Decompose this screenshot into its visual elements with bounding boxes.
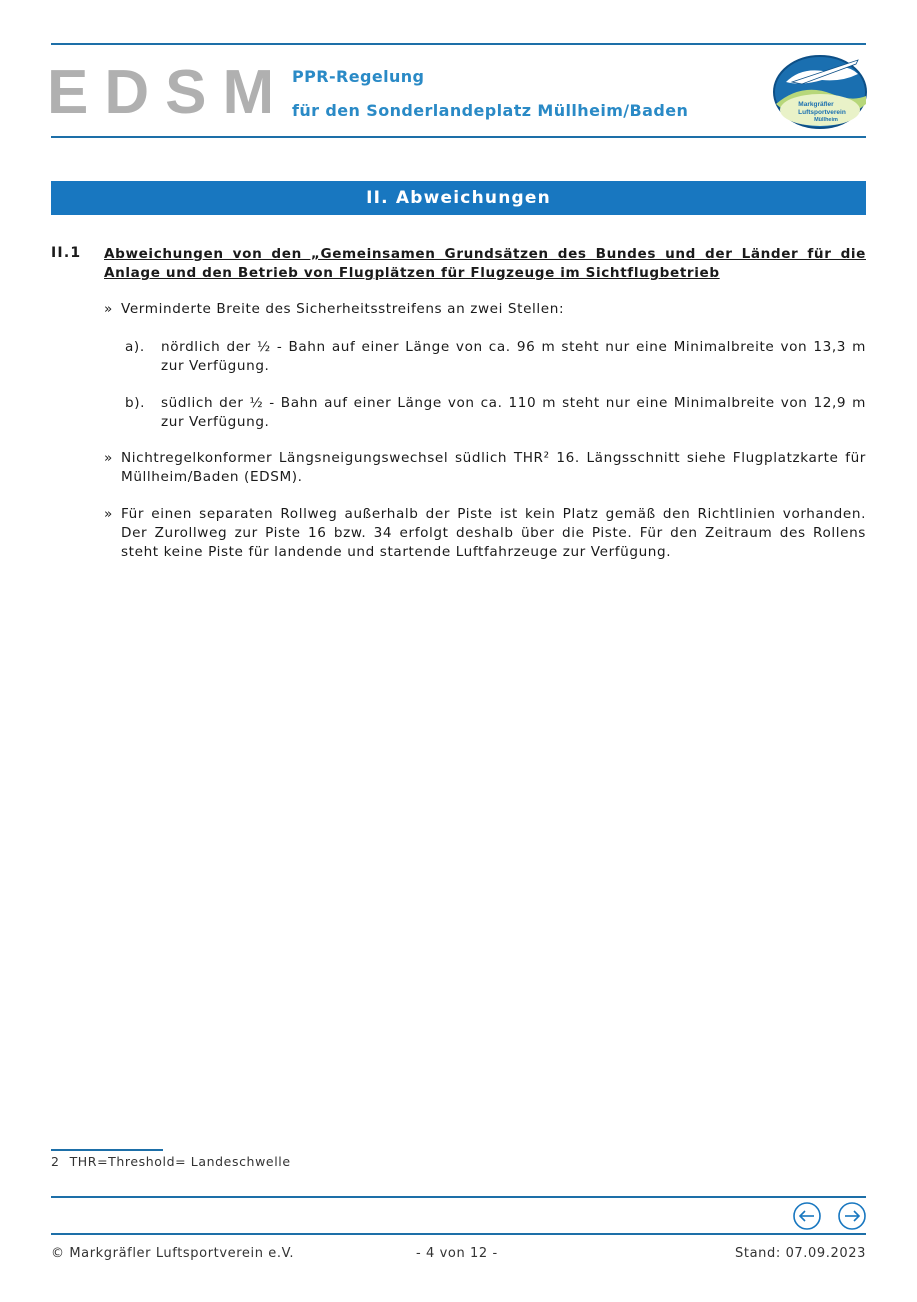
header-top-rule: [51, 43, 866, 45]
logo-text-line3: Müllheim: [814, 117, 838, 123]
footnote-text: THR=Threshold= Landeschwelle: [69, 1154, 291, 1169]
sub-item-label-a: a).: [125, 339, 145, 355]
footnote-number: 2: [51, 1154, 60, 1169]
section-banner: II. Abweichungen: [51, 181, 866, 215]
back-arrow-icon[interactable]: [792, 1201, 822, 1231]
footer-bottom-rule: [51, 1233, 866, 1235]
logo-text-line2: Luftsportverein: [798, 109, 846, 116]
subsection-title: Abweichungen von den „Gemeinsamen Grundsätzen des Bundes und der Länder für die Anlage und den Betrieb von Flugplätzen für Flugzeuge im Sichtflugbetrieb: [104, 246, 866, 281]
airfield-code: EDSM: [47, 58, 291, 127]
footer-top-rule: [51, 1196, 866, 1198]
header-subtitle: für den Sonderlandeplatz Müllheim/Baden: [292, 101, 689, 120]
footer-copyright: © Markgräfler Luftsportverein e.V.: [51, 1246, 295, 1261]
bullet-marker: »: [104, 450, 113, 466]
header-bottom-rule: [51, 136, 866, 138]
page-number: - 4 von 12 -: [416, 1246, 498, 1261]
logo-text-line1: Markgräfler: [798, 101, 834, 108]
bullet-text-1: Verminderte Breite des Sicherheitsstreifens an zwei Stellen:: [121, 301, 565, 317]
bullet-text-3: Für einen separaten Rollweg außerhalb der Piste ist kein Platz gemäß den Richtlinien vorhanden. Der Zurollweg zur Piste 16 bzw. 34 erfolgt deshalb über die Piste. Für den Zeitraum des Rollens steht keine Piste für landende und startende Luftfahrzeuge zur Verfügung.: [121, 506, 866, 560]
bullet-text-2: Nichtregelkonformer Längsneigungswechsel südlich THR² 16. Längsschnitt siehe Flugplatzkarte für Müllheim/Baden (EDSM).: [121, 450, 866, 485]
footnote: [51, 1154, 291, 1169]
header-title: PPR-Regelung: [292, 67, 425, 86]
sub-item-text-a: nördlich der ½ - Bahn auf einer Länge von ca. 96 m steht nur eine Minimalbreite von 13,3 m zur Verfügung.: [161, 339, 866, 374]
bullet-marker: »: [104, 301, 113, 317]
bullet-marker: »: [104, 506, 113, 522]
sub-item-label-b: b).: [125, 395, 146, 411]
club-logo: [772, 52, 868, 132]
footnote-rule: [51, 1149, 163, 1151]
footer-date: Stand: 07.09.2023: [735, 1246, 866, 1261]
forward-arrow-icon[interactable]: [837, 1201, 867, 1231]
sub-item-text-b: südlich der ½ - Bahn auf einer Länge von ca. 110 m steht nur eine Minimalbreite von 12,9 m zur Verfügung.: [161, 395, 866, 430]
subsection-number: II.1: [51, 245, 82, 261]
